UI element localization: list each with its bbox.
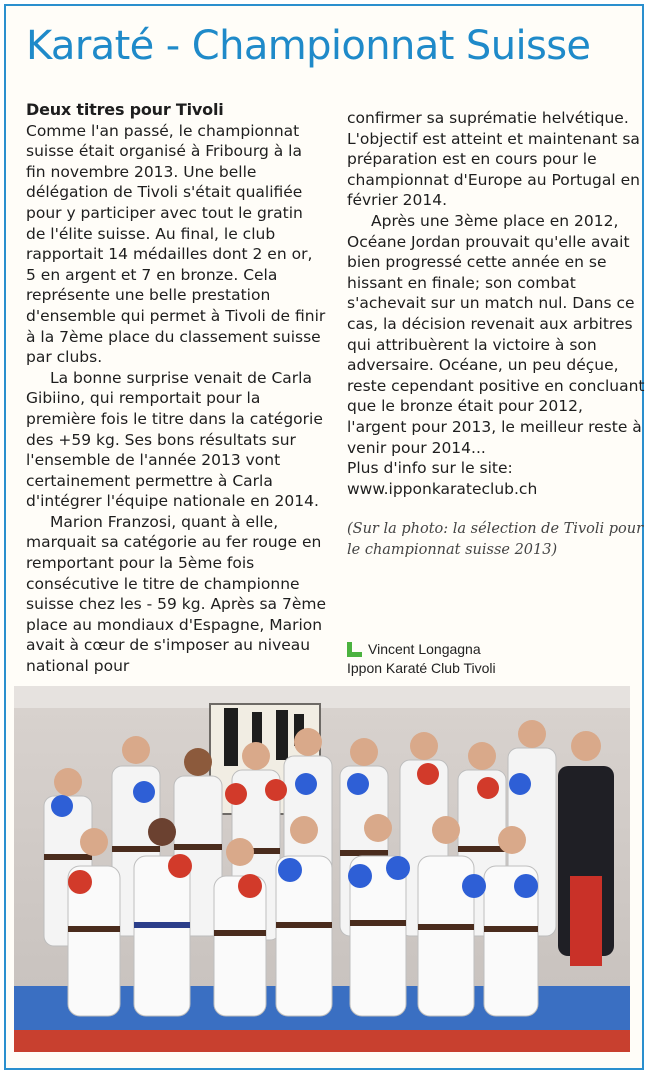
author-name: Vincent Longagna (368, 641, 481, 657)
photo-caption: (Sur la photo: la sélection de Tivoli pour le championnat suisse 2013) (347, 521, 644, 559)
author-logo-icon (347, 642, 362, 657)
paragraph-4: confirmer sa suprématie helvétique. L'objectif est atteint et maintenant sa préparation est en cours pour le championnat d'Europe au Portugal en février 2014. (347, 109, 640, 210)
website-link[interactable]: www.ipponkarateclub.ch (347, 479, 538, 498)
article-column-left (26, 100, 326, 677)
author-club: Ippon Karaté Club Tivoli (347, 660, 496, 676)
page-title: Karaté - Championnat Suisse (26, 23, 591, 69)
author-block (347, 640, 496, 678)
paragraph-2: La bonne surprise venait de Carla Gibiino, qui remportait pour la première fois le titre dans la catégorie des +59 kg. Ses bons résultats sur l'ensemble de l'année 2013 vont certainement permettre à Carla d'intégrer l'équipe nationale en 2014. (26, 368, 323, 511)
paragraph-1: Comme l'an passé, le championnat suisse était organisé à Fribourg à la fin novembre 2013. Une belle délégation de Tivoli s'était qualifiée pour y participer avec tout le gratin de l'élite suisse. Au final, le club rapportait 14 médailles dont 2 en or, 5 en argent et 7 en bronze. Cela représente une belle prestation d'ensemble qui permet à Tivoli de finir à la 7ème place du classement suisse par clubs. (26, 121, 326, 367)
paragraph-5: Après une 3ème place en 2012, Océane Jordan prouvait qu'elle avait bien progressé cette année en se hissant en finale; son combat s'achevait sur un match nul. Dans ce cas, la décision revenait aux arbitres qui attribuèrent la victoire à son adversaire. Océane, un peu déçue, reste cependant positive en concluant que le bronze était pour 2012, l'argent pour 2013, le meilleur reste à venir pour 2014... (347, 211, 645, 457)
paragraph-3: Marion Franzosi, quant à elle, marquait sa catégorie au fer rouge en remportant pour la 5ème fois consécutive le titre de championne suisse chez les - 59 kg. Après sa 7ème place au mondiaux d'Espagne, Marion avait à cœur de s'imposer au niveau national pour (26, 512, 326, 676)
article-column-right (347, 108, 647, 561)
team-photo (14, 686, 630, 1052)
article-subtitle: Deux titres pour Tivoli (26, 100, 224, 119)
more-info-label: Plus d'info sur le site: (347, 459, 513, 478)
